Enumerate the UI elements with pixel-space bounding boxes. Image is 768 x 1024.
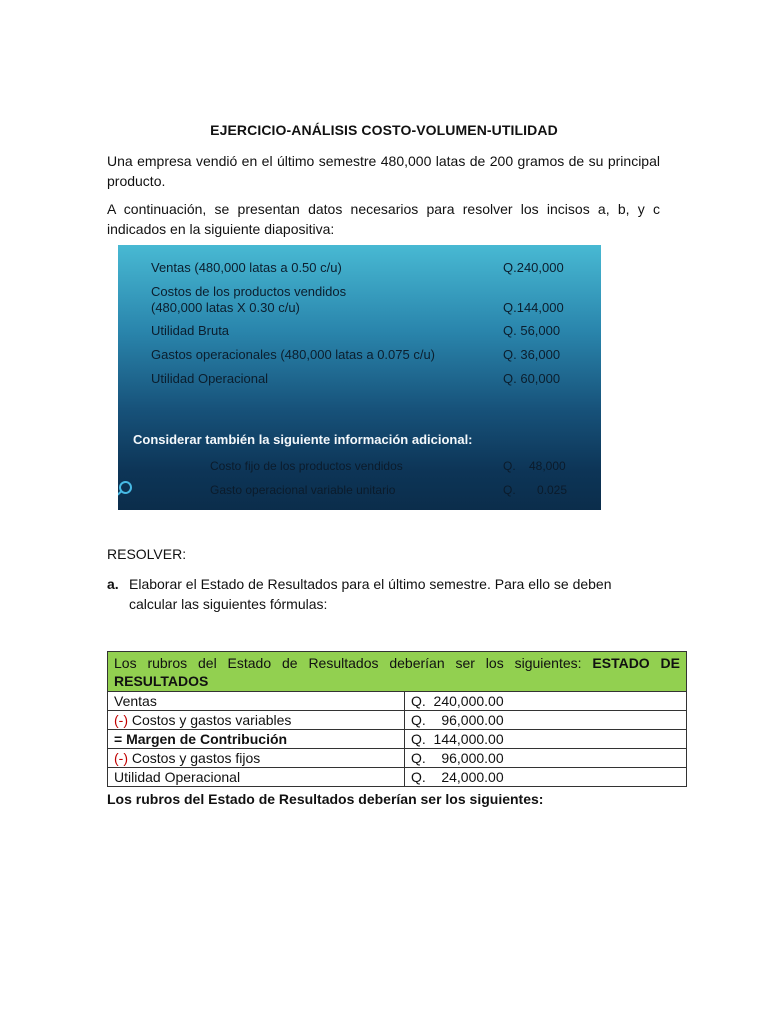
- additional-row-prefix: Q.: [503, 459, 516, 473]
- slide-row-label: Costos de los productos vendidos: [151, 284, 347, 299]
- minus-sign: (-): [114, 750, 128, 766]
- row-value-cell: [405, 730, 687, 749]
- table-row: [108, 730, 687, 749]
- table-header-row: [108, 652, 687, 692]
- row-label: = Margen de Contribución: [114, 731, 288, 747]
- intro-paragraph: Una empresa vendió en el último semestre 480,000 latas de 200 gramos de su principal producto.: [107, 153, 660, 189]
- footer-note: Los rubros del Estado de Resultados deberían ser los siguientes:: [107, 791, 544, 807]
- row-value-cell: [405, 711, 687, 730]
- row-label-cell: [108, 768, 405, 787]
- slide-row-label: (480,000 latas X 0.30 c/u): [151, 300, 300, 315]
- slide-row-label: Gastos operacionales (480,000 latas a 0.075 c/u): [151, 347, 436, 362]
- row-label: Costos y gastos fijos: [128, 750, 261, 766]
- row-label: Ventas: [114, 693, 157, 709]
- additional-row-value: 0.025: [537, 483, 568, 497]
- additional-row-value: 48,000: [529, 459, 566, 473]
- slide-row-value: Q. 36,000: [503, 347, 561, 362]
- context-paragraph: A continuación, se presentan datos necesarios para resolver los incisos a, b, y c indicados en la siguiente diapositiva:: [107, 201, 660, 237]
- page-title: EJERCICIO-ANÁLISIS COSTO-VOLUMEN-UTILIDAD: [210, 122, 558, 138]
- row-label-cell: [108, 730, 405, 749]
- row-value-cell: [405, 768, 687, 787]
- additional-row-label: Gasto operacional variable unitario: [210, 483, 396, 497]
- slide-row-label: Ventas (480,000 latas a 0.50 c/u): [151, 260, 342, 275]
- row-value: Q. 96,000.00: [411, 750, 504, 766]
- minus-sign: (-): [114, 712, 128, 728]
- row-value: Q. 144,000.00: [411, 731, 504, 747]
- row-value-cell: [405, 749, 687, 768]
- slide-row-value: Q.144,000: [503, 300, 564, 315]
- search-icon: [119, 481, 132, 494]
- row-label-cell: [108, 692, 405, 711]
- row-label: Costos y gastos variables: [128, 712, 292, 728]
- data-slide-image: [118, 245, 601, 510]
- table-row: [108, 749, 687, 768]
- additional-row-prefix: Q.: [503, 483, 516, 497]
- table-row: [108, 711, 687, 730]
- row-value: Q. 96,000.00: [411, 712, 504, 728]
- table-header-cell: [108, 652, 687, 692]
- additional-row-label: Costo fijo de los productos vendidos: [210, 459, 403, 473]
- row-value: Q. 24,000.00: [411, 769, 504, 785]
- item-a-text: Elaborar el Estado de Resultados para el último semestre. Para ello se deben calcular las siguientes fórmulas:: [129, 576, 612, 612]
- table-row: [108, 692, 687, 711]
- slide-row-value: Q.240,000: [503, 260, 564, 275]
- header-text: Los rubros del Estado de Resultados deberían ser los siguientes:: [114, 655, 593, 671]
- header-bold-text: ESTADO DE RESULTADOS: [114, 655, 681, 689]
- row-value: Q. 240,000.00: [411, 693, 504, 709]
- income-statement-table: [107, 651, 687, 787]
- slide-row-label: Utilidad Operacional: [151, 371, 269, 386]
- resolver-heading: RESOLVER:: [107, 546, 187, 562]
- row-label-cell: [108, 749, 405, 768]
- slide-row-value: Q. 60,000: [503, 371, 561, 386]
- additional-info-title: Considerar también la siguiente información adicional:: [133, 432, 473, 447]
- row-label: Utilidad Operacional: [114, 769, 241, 785]
- slide-row-value: Q. 56,000: [503, 323, 561, 338]
- table-row: [108, 768, 687, 787]
- item-a-label: a.: [107, 576, 119, 592]
- row-label-cell: [108, 711, 405, 730]
- slide-row-label: Utilidad Bruta: [151, 323, 230, 338]
- row-value-cell: [405, 692, 687, 711]
